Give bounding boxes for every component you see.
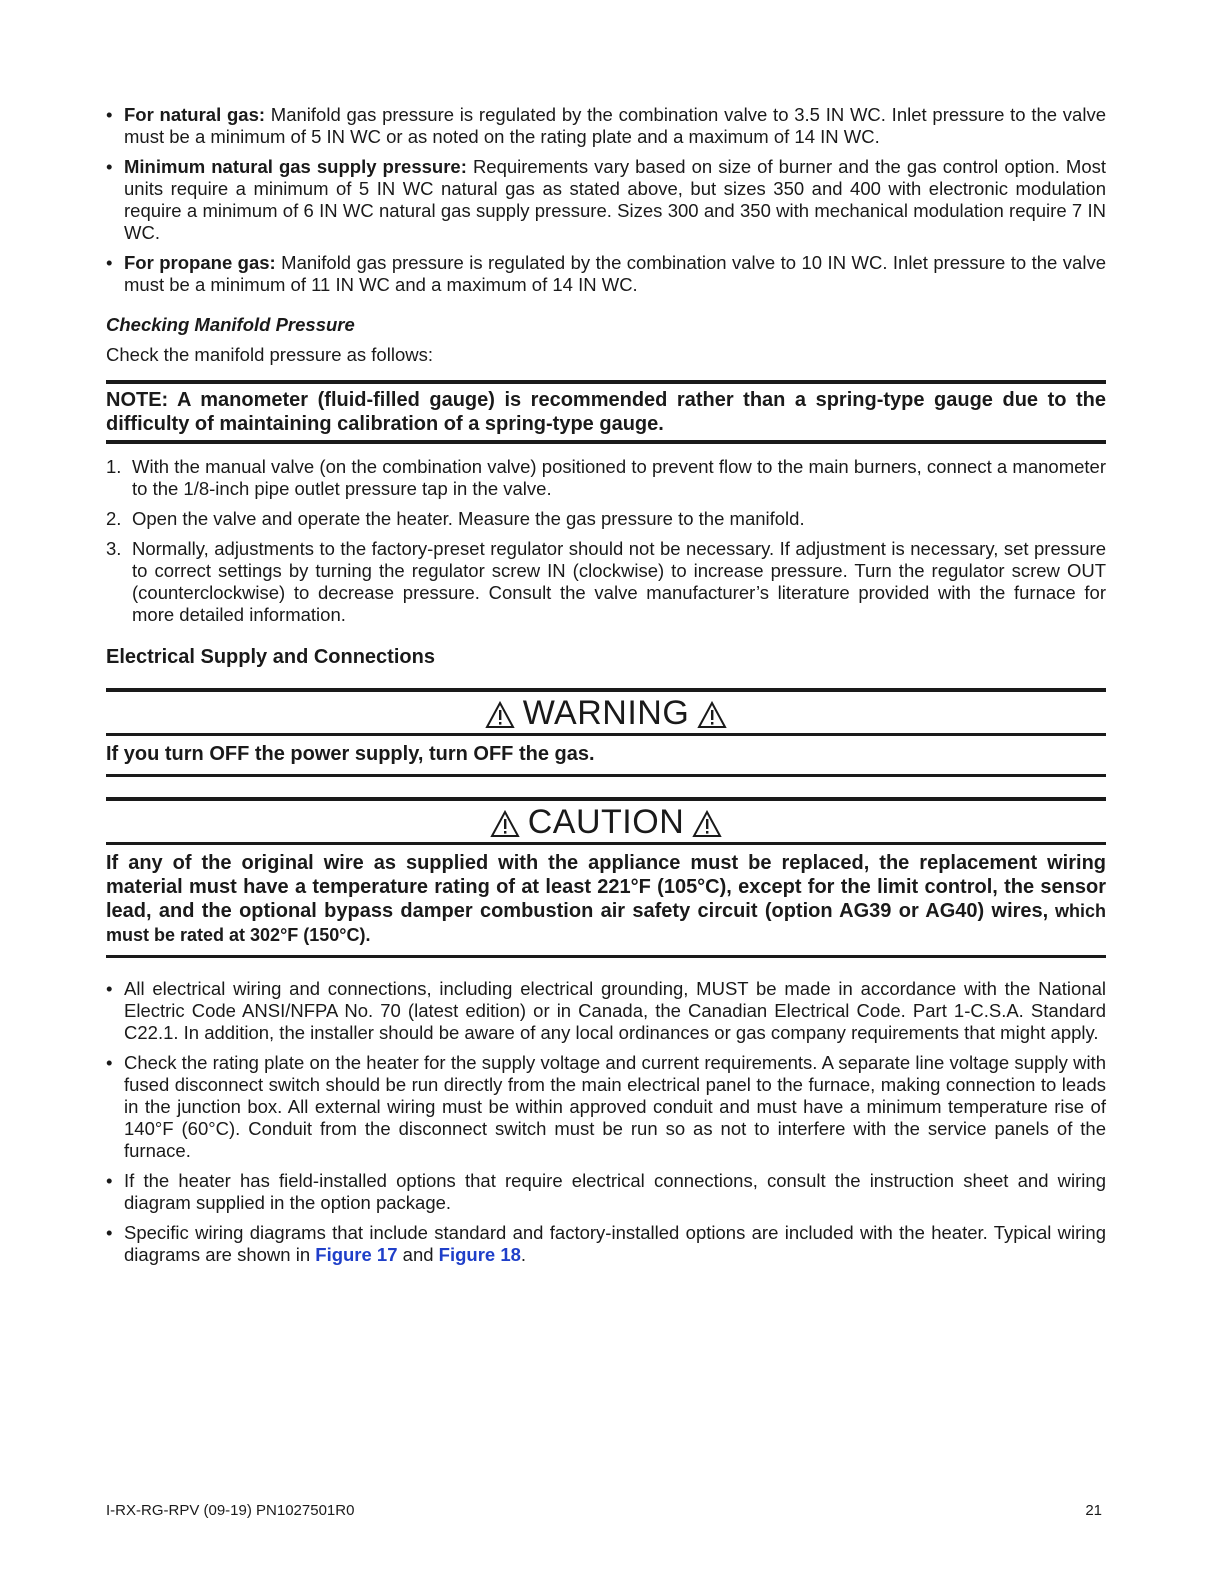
step-number: 3. bbox=[106, 538, 122, 559]
warning-label: WARNING bbox=[522, 694, 690, 732]
manifold-steps bbox=[106, 456, 1106, 626]
caution-box bbox=[106, 797, 1106, 958]
document-page bbox=[106, 104, 1106, 1274]
step-item bbox=[106, 456, 1106, 500]
step-text: Open the valve and operate the heater. Measure the gas pressure to the manifold. bbox=[132, 508, 805, 529]
caution-header bbox=[106, 797, 1106, 845]
warning-body: If you turn OFF the power supply, turn OFF the gas. bbox=[106, 736, 1106, 777]
bullet-text: . bbox=[520, 1244, 527, 1265]
step-number: 1. bbox=[106, 456, 122, 477]
bullet-text: and bbox=[397, 1244, 439, 1265]
step-text: Normally, adjustments to the factory-preset regulator should not be necessary. If adjustment is necessary, set pressure to correct settings by turning the regulator screw IN (clockwise) to increase pressure. Turn the regulator screw OUT (counterclockwise) to decrease pressure. Consult the valve manufacturer’s literature provided with the furnace for more detailed information. bbox=[132, 538, 1106, 625]
list-item: • All electrical wiring and connections, including electrical grounding, MUST be made in accordance with the National Electric Code ANSI/NFPA No. 70 (latest edition) or in Canada, the Canadian Electrical Code. Part 1-C.S.A. Standard C22.1. In addition, the installer should be aware of any local ordinances or gas company requirements that might apply. bbox=[106, 978, 1106, 1044]
electrical-list bbox=[106, 978, 1106, 1266]
bullet-text: Requirements vary based on size of burner and the gas control option. Most units require a minimum of 5 IN WC natural gas as stated above, but sizes 350 and 400 with electronic modulation require a minimum of 6 IN WC natural gas supply pressure. Sizes 300 and 350 with mechanical modulation require 7 IN WC. bbox=[124, 156, 1107, 243]
caution-body-rating: which must be rated at 302°F (150°C). bbox=[106, 901, 1106, 945]
gas-pressure-list bbox=[106, 104, 1106, 296]
warning-box bbox=[106, 688, 1106, 777]
figure-18-link[interactable]: Figure 18 bbox=[438, 1244, 521, 1265]
bullet-lead: For natural gas: bbox=[124, 104, 266, 125]
manometer-note: NOTE: A manometer (fluid-filled gauge) is recommended rather than a spring-type gauge due to the difficulty of maintaining calibration of a spring-type gauge. bbox=[106, 380, 1106, 444]
bullet-text: Specific wiring diagrams that include standard and factory-installed options are included with the heater. Typical wiring diagrams are shown in bbox=[124, 1222, 1106, 1265]
caution-body bbox=[106, 845, 1106, 958]
step-text: With the manual valve (on the combination valve) positioned to prevent flow to the main burners, connect a manometer to the 1/8-inch pipe outlet pressure tap in the valve. bbox=[132, 456, 1106, 499]
warning-header bbox=[106, 688, 1106, 736]
document-id: I-RX-RG-RPV (09-19) PN1027501R0 bbox=[106, 1502, 355, 1519]
list-item bbox=[106, 1222, 1106, 1266]
warning-triangle-icon bbox=[490, 810, 520, 838]
bullet-lead: For propane gas: bbox=[124, 252, 276, 273]
list-item bbox=[106, 156, 1106, 244]
list-item: • Check the rating plate on the heater for the supply voltage and current requirements. A separate line voltage supply with fused disconnect switch should be run directly from the main electrical panel to the furnace, making connection to leads in the junction box. All external wiring must be within approved conduit and must have a minimum temperature rise of 140°F (60°C). Conduit from the disconnect switch must be run so as not to interfere with the service panels of the furnace. bbox=[106, 1052, 1106, 1162]
page-number: 21 bbox=[1085, 1502, 1102, 1519]
bullet-lead: Minimum natural gas supply pressure: bbox=[124, 156, 467, 177]
step-item bbox=[106, 508, 1106, 530]
list-item: • If the heater has field-installed options that require electrical connections, consult the instruction sheet and wiring diagram supplied in the option package. bbox=[106, 1170, 1106, 1214]
list-item bbox=[106, 104, 1106, 148]
warning-triangle-icon bbox=[697, 701, 727, 729]
step-item bbox=[106, 538, 1106, 626]
checking-intro: Check the manifold pressure as follows: bbox=[106, 344, 433, 365]
caution-body-main: If any of the original wire as supplied with the appliance must be replaced, the replacement wiring material must have a temperature rating of at least 221°F (105°C), except for the limit control, the sensor lead, and the optional bypass damper combustion air safety circuit (option AG39 or AG40) wires, bbox=[106, 852, 1106, 922]
bullet-text: Manifold gas pressure is regulated by the combination valve to 10 IN WC. Inlet pressure to the valve must be a minimum of 11 IN WC and a maximum of 14 IN WC. bbox=[124, 252, 1106, 295]
bullet-text: Manifold gas pressure is regulated by the combination valve to 3.5 IN WC. Inlet pressure to the valve must be a minimum of 5 IN WC or as noted on the rating plate and a maximum of 14 IN WC. bbox=[124, 104, 1106, 147]
caution-label: CAUTION bbox=[527, 803, 685, 841]
checking-manifold-heading: Checking Manifold Pressure bbox=[106, 314, 355, 335]
step-number: 2. bbox=[106, 508, 122, 529]
list-item bbox=[106, 252, 1106, 296]
warning-triangle-icon bbox=[692, 810, 722, 838]
electrical-section-title: Electrical Supply and Connections bbox=[106, 646, 435, 668]
figure-17-link[interactable]: Figure 17 bbox=[315, 1244, 398, 1265]
warning-triangle-icon bbox=[485, 701, 515, 729]
